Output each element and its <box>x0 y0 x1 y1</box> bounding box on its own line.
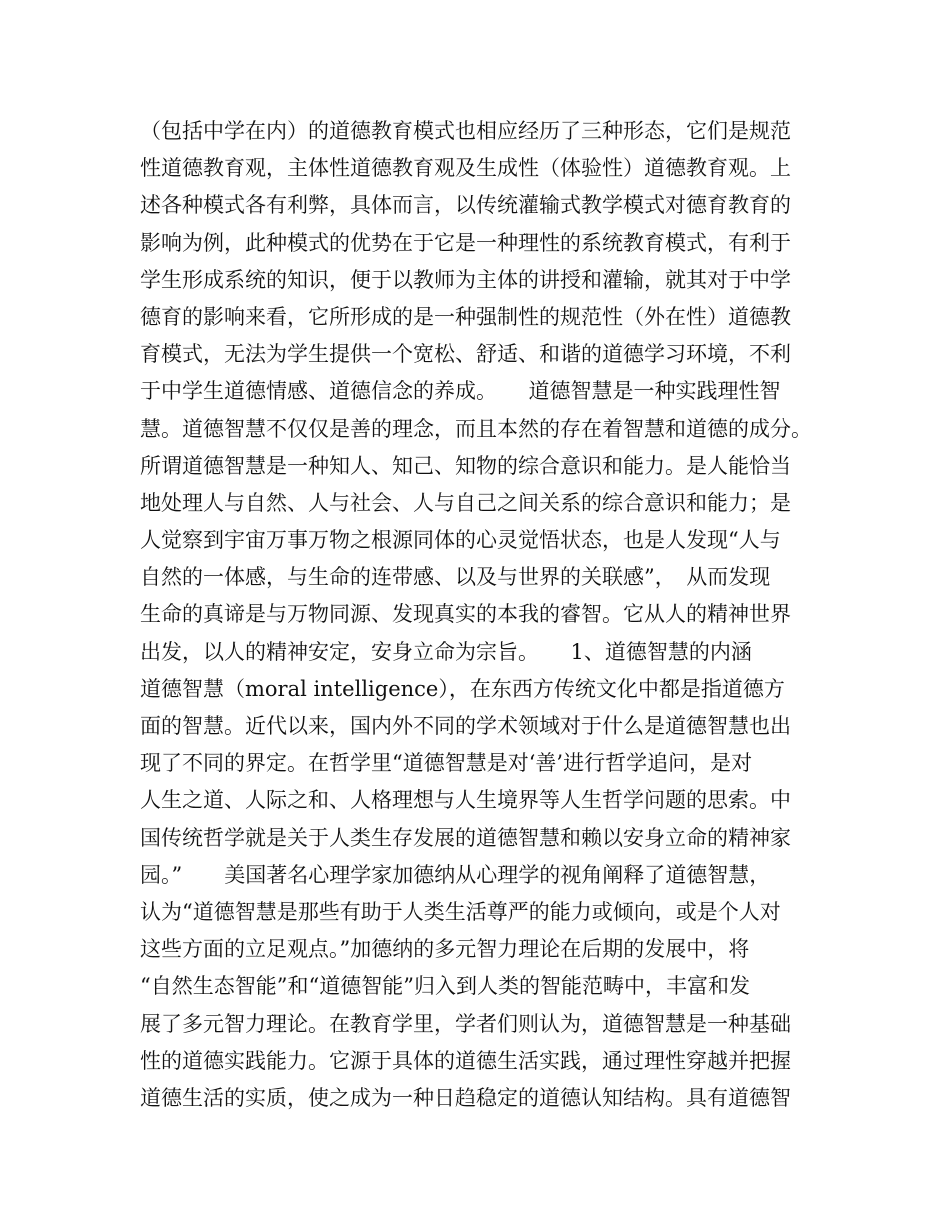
body-text <box>140 113 830 1117</box>
text-line: “自然生态智能”和“道德智能”归入到人类的智能范畴中，丰富和发 <box>140 974 750 999</box>
text-line: 性道德教育观，主体性道德教育观及生成性（体验性）道德教育观。上 <box>140 156 791 181</box>
text-line: 述各种模式各有利弊，具体而言，以传统灌输式教学模式对德育教育的 <box>140 193 791 218</box>
text-line: （包括中学在内）的道德教育模式也相应经历了三种形态，它们是规范 <box>140 119 791 143</box>
text-line: 育模式，无法为学生提供一个宽松、舒适、和谐的道德学习环境，不利 <box>140 342 791 367</box>
text-line: 道德智慧（moral intelligence），在东西方传统文化中都是指道德方 <box>140 676 785 701</box>
text-line: 展了多元智力理论。在教育学里，学者们则认为，道德智慧是一种基础 <box>140 1011 791 1036</box>
text-line: 国传统哲学就是关于人类生存发展的道德智慧和赖以安身立命的精神家 <box>140 825 791 850</box>
text-line: 于中学生道德情感、道德信念的养成。 道德智慧是一种实践理性智 <box>140 379 781 404</box>
text-line: 地处理人与自然、人与社会、人与自己之间关系的综合意识和能力；是 <box>140 490 791 515</box>
text-line: 人觉察到宇宙万事万物之根源同体的心灵觉悟状态，也是人发现“人与 <box>140 528 781 553</box>
text-line: 性的道德实践能力。它源于具体的道德生活实践，通过理性穿越并把握 <box>140 1048 791 1073</box>
text-line: 出发，以人的精神安定，安身立命为宗旨。 1、道德智慧的内涵 <box>140 639 752 664</box>
text-line: 德育的影响来看，它所形成的是一种强制性的规范性（外在性）道德教 <box>140 304 791 329</box>
text-line: 影响为例，此种模式的优势在于它是一种理性的系统教育模式，有利于 <box>140 230 791 255</box>
text-line: 人生之道、人际之和、人格理想与人生境界等人生哲学问题的思索。中 <box>140 788 791 813</box>
text-line: 面的智慧。近代以来，国内外不同的学术领域对于什么是道德智慧也出 <box>140 714 791 738</box>
text-line: 学生形成系统的知识，便于以教师为主体的讲授和灌输，就其对于中学 <box>140 267 791 292</box>
text-line: 所谓道德智慧是一种知人、知己、知物的综合意识和能力。是人能恰当 <box>140 453 791 478</box>
text-line: 认为“道德智慧是那些有助于人类生活尊严的能力或倾向，或是个人对 <box>140 899 781 924</box>
text-line: 园。” 美国著名心理学家加德纳从心理学的视角阐释了道德智慧， <box>140 862 771 887</box>
text-line: 生命的真谛是与万物同源、发现真实的本我的睿智。它从人的精神世界 <box>140 602 791 627</box>
text-line: 道德生活的实质，使之成为一种日趋稳定的道德认知结构。具有道德智 <box>140 1085 791 1110</box>
text-line: 现了不同的界定。在哲学里“道德智慧是对‘善’进行哲学追问，是对 <box>140 751 753 776</box>
text-line: 这些方面的立足观点。”加德纳的多元智力理论在后期的发展中，将 <box>140 937 750 962</box>
text-line: 慧。道德智慧不仅仅是善的理念，而且本然的存在着智慧和道德的成分。 <box>140 416 812 441</box>
text-line: 自然的一体感，与生命的连带感、以及与世界的关联感”， 从而发现 <box>140 565 771 590</box>
